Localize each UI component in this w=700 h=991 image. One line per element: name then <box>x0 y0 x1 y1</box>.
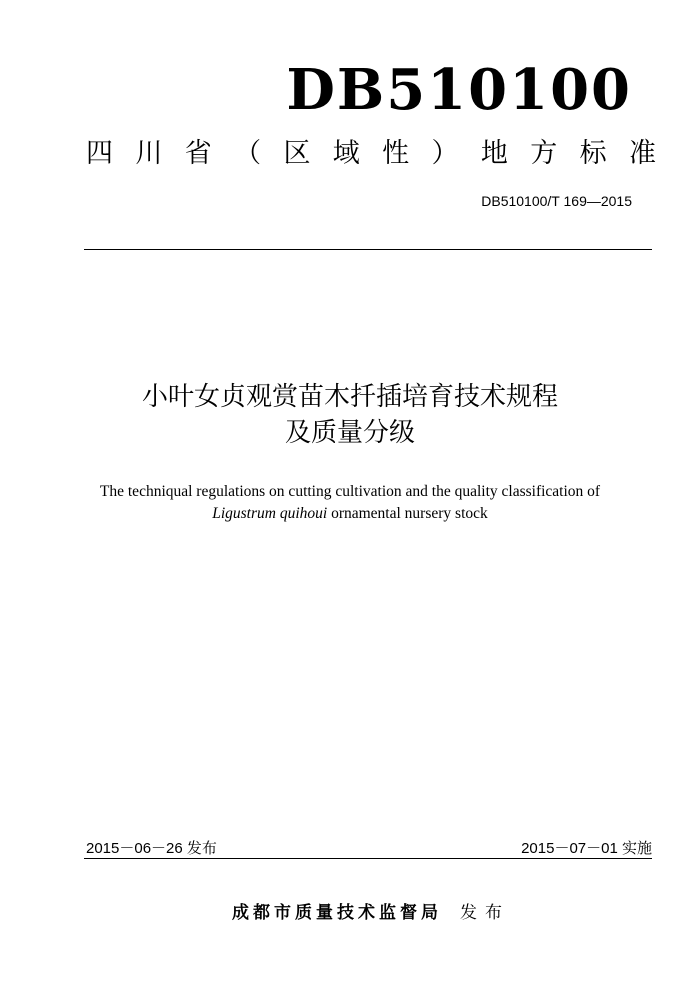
release-date: 2015－06－26 发布 <box>86 840 217 857</box>
title-en-line-1: The techniqual regulations on cutting cultivation and the quality classification of <box>99 483 601 500</box>
standard-type-char: 省 <box>184 138 212 169</box>
implement-date: 2015－07－01 实施 <box>521 840 652 857</box>
standard-type-char: 地 <box>480 138 508 169</box>
title-en-line-2-rest: ornamental nursery stock <box>327 505 488 522</box>
standard-code-heading: DB510100 <box>286 57 632 123</box>
title-en-species: Ligustrum quihoui <box>212 505 328 522</box>
standard-type-char: 性 <box>382 138 410 169</box>
title-en-line-2 <box>40 503 660 525</box>
title-zh-line-1: 小叶女贞观赏苗木扦插培育技术规程 <box>141 382 558 412</box>
title-zh-line-2: 及质量分级 <box>284 418 415 448</box>
standard-type-char: 四 <box>86 138 113 169</box>
standard-type-heading <box>86 136 656 172</box>
standard-type-char: 准 <box>628 138 656 169</box>
standard-type-char: 区 <box>283 138 311 169</box>
document-title-en <box>40 481 660 525</box>
document-title-zh <box>0 379 700 451</box>
standard-type-char: 标 <box>579 138 607 169</box>
top-divider <box>84 249 652 250</box>
standard-number: DB510100/T 169—2015 <box>481 193 632 209</box>
standard-type-char: （ <box>234 138 262 169</box>
issuer-org: 成都市质量技术监督局 <box>232 903 442 923</box>
issuer-line <box>232 901 510 925</box>
issuer-action: 发布 <box>460 903 510 923</box>
bottom-divider <box>84 858 652 859</box>
standard-type-char: 方 <box>530 138 558 169</box>
standard-type-char: ） <box>431 138 459 169</box>
standard-type-char: 域 <box>332 138 360 169</box>
standard-type-char: 川 <box>135 138 163 169</box>
